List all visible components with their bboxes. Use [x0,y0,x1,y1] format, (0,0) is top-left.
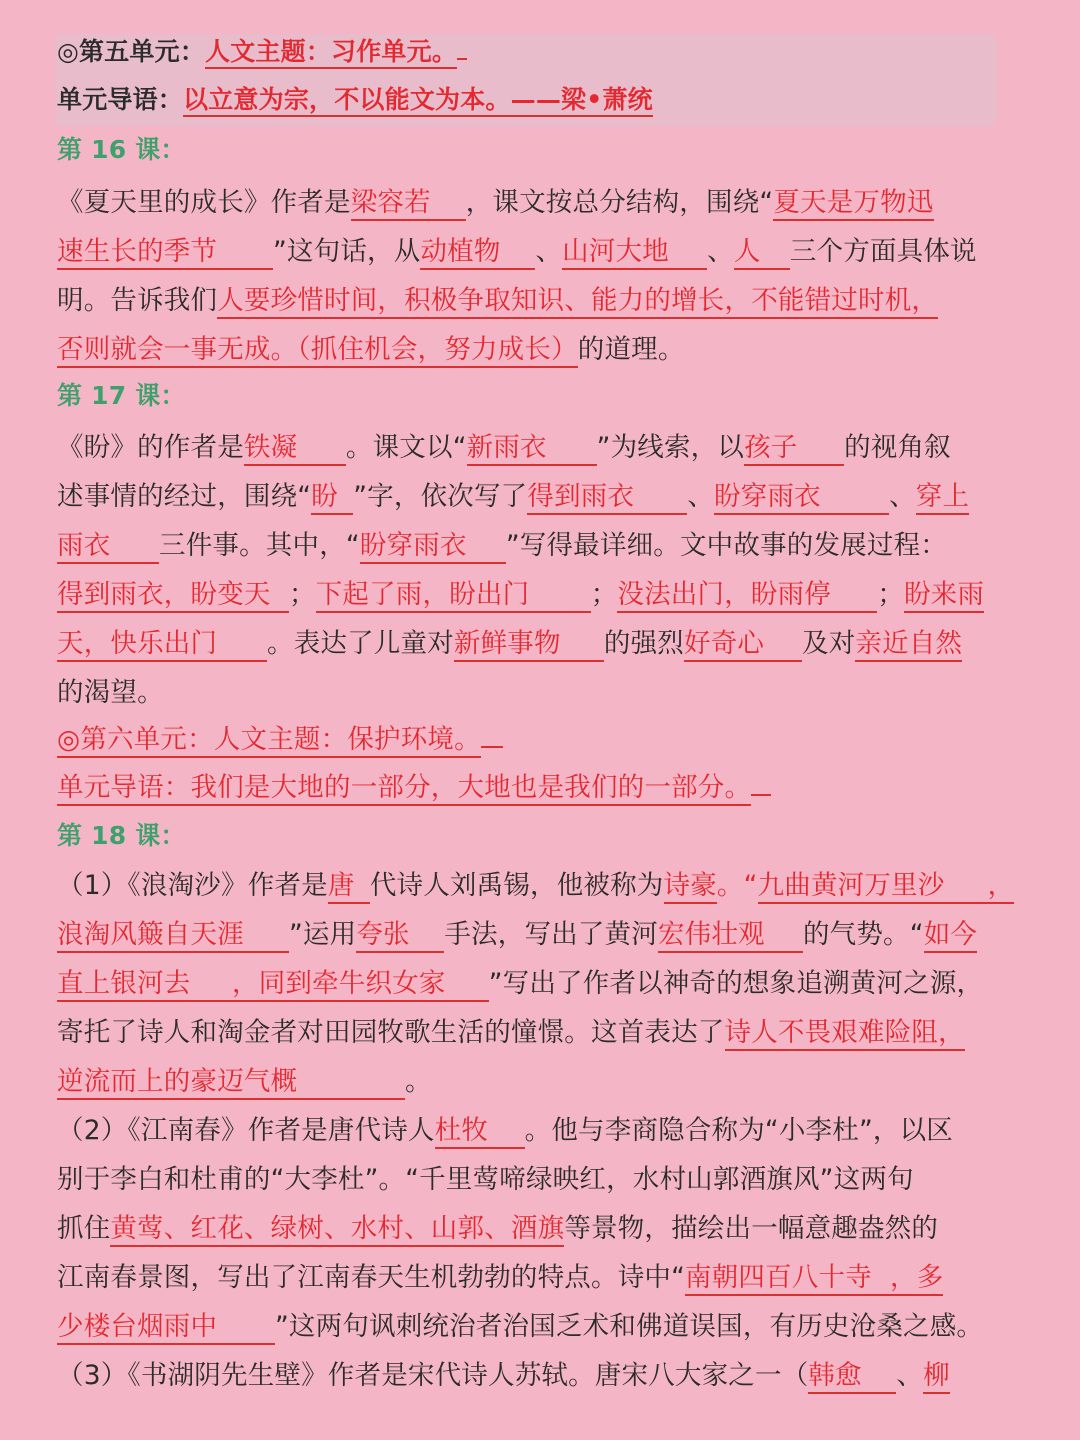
text: ”写出了作者以神奇的想象追溯黄河之源， [488,968,984,999]
lesson17-line5 [57,624,1025,664]
text: 。他与李商隐合称为“小李杜”，以区 [524,1115,953,1146]
text: 明。告诉我们 [57,285,218,316]
unit5-guide [57,80,1025,120]
text: 《夏天里的成长》作者是 [57,187,351,218]
text: 、 [687,481,715,512]
text: （2）《江南春》作者是唐代诗人 [57,1115,435,1146]
answer-nature: 亲近自然 [855,628,962,662]
lesson18-p2-line4 [57,1258,1025,1298]
answer-event3: 穿上 [916,481,969,515]
answer-aspect2: 山河大地 [562,236,707,270]
lesson17-line4 [57,575,1025,615]
unit5-title-prefix: ◎第五单元： [57,37,206,66]
unit5-guide-value: 以立意为宗，不以能文为本。——梁•萧统 [183,85,653,117]
answer-verse3: 南朝四百八十寺 [685,1262,890,1296]
answer-spirit: 诗人不畏艰难险阻， [725,1017,965,1051]
answer-quote: 夏天是万物迅 [773,187,933,221]
text: 。课文以“ [345,432,467,463]
answer-step4: 盼来雨 [904,579,984,613]
lesson18-p1-line4 [57,1013,1025,1053]
answer-step2: 下起了雨，盼出门 [316,579,591,613]
text: ，课文按总分结构，围绕“ [465,187,774,218]
blank [457,58,467,60]
text: （3）《书湖阴先生壁》作者是宋代诗人苏轼。唐宋八大家之一（ [57,1360,809,1391]
answer-event2: 盼穿雨衣 [714,481,889,515]
answer-verse2-comma: ， [232,968,259,1002]
text: ； [590,579,618,610]
lesson16-line2 [57,232,1025,272]
text: 的道理。 [577,334,685,365]
unit6-guide [57,768,1025,808]
answer-view: 孩子 [744,432,844,466]
text: ”这句话，从 [273,236,421,267]
lesson18-heading: 第 18 课： [57,821,186,850]
unit5-title-value: 人文主题：习作单元。 [205,37,457,69]
answer-verse2: 如今 [924,919,977,953]
lesson16-heading: 第 16 课： [57,135,186,164]
unit6-title [57,720,1025,760]
answer-lesson-cont: 否则就会一事无成。（抓住机会，努力成长） [57,334,578,368]
text: 手法，写出了黄河 [444,919,658,950]
lesson16-line3 [57,281,1025,321]
text: 代诗人刘禹锡，他被称为 [369,870,664,901]
answer-momentum: 宏伟壮观 [658,919,803,953]
blank [751,794,771,796]
answer-quote-cont: 速生长的季节 [57,236,273,270]
answer-step4-cont: 天，快乐出门 [57,628,267,662]
text: 等景物，描绘出一幅意趣盎然的 [564,1213,939,1244]
answer-verse3-cont: 少楼台烟雨中 [57,1311,275,1345]
answer-author: 铁凝 [244,432,346,466]
text: 的气势。“ [802,919,924,950]
answer-aspect1: 动植物 [420,236,535,270]
text: 《盼》的作者是 [57,432,244,463]
text: ”写得最详细。文中故事的发展过程： [505,530,947,561]
text: 三个方面具体说 [789,236,977,267]
answer-verse2-cont: 直上银河去 [57,968,232,1002]
answer-verse3-comma: ， [890,1262,917,1296]
lesson17-line2 [57,477,1025,517]
text: 述事情的经过，围绕“ [57,481,312,512]
answer-aspect3: 人 [734,236,790,270]
answer-lesson: 人要珍惜时间，积极争取知识、能力的增长，不能错过时机， [217,285,938,319]
lesson18-p2-line5 [57,1307,1025,1347]
answer-verse2-end: 同到牵牛织女家 [259,968,489,1002]
text: 的视角叙 [844,432,951,463]
text: （1）《浪淘沙》作者是 [57,870,328,901]
answer-master1: 韩愈 [808,1360,896,1394]
lesson18-p2-line3 [57,1209,1025,1249]
text: ”字，依次写了 [353,481,528,512]
answer-step3: 没法出门，盼雨停 [617,579,877,613]
blank [481,746,503,748]
answer-author: 梁容若 [351,187,466,221]
lesson18-p1-line5 [57,1062,1025,1102]
text: ”为线索，以 [596,432,745,463]
answer-curiosity: 好奇心 [684,628,802,662]
text: 、 [889,481,916,512]
lesson16-line4 [57,330,1025,370]
answer-spirit-cont: 逆流而上的豪迈气概 [57,1066,405,1100]
text: 江南春景图，写出了江南春天生机勃勃的特点。诗中“ [57,1262,686,1293]
lesson18-p1-line2 [57,915,1025,955]
text: 、 [535,236,563,267]
answer-word: 盼 [311,481,353,515]
lesson18-p1-line3 [57,964,1025,1004]
answer-scenery: 黄莺、红花、绿树、水村、山郭、酒旗 [110,1213,564,1247]
unit5-title [57,32,1025,72]
text: 。 [405,1066,432,1097]
answer-event1: 得到雨衣 [527,481,687,515]
answer-step1: 得到雨衣，盼变天 [57,579,289,613]
text: 寄托了诗人和淘金者对田园牧歌生活的憧憬。这首表达了 [57,1017,725,1048]
text: 、 [707,236,734,267]
lesson17-line3 [57,526,1025,566]
lesson16-line1 [57,183,1025,223]
text: 。“ [716,870,758,901]
text: ”运用 [289,919,357,950]
text: 三件事。其中，“ [159,530,360,561]
lesson17-line6: 的渴望。 [57,677,164,708]
text: ； [289,579,316,610]
unit6-title-text: ◎第六单元：人文主题：保护环境。 [57,724,481,758]
lesson18-p3-line1 [57,1356,1025,1396]
unit6-guide-text: 单元导语：我们是大地的一部分，大地也是我们的一部分。 [57,772,751,806]
unit5-guide-prefix: 单元导语： [57,85,184,114]
answer-verse1: 九曲黄河万里沙 [758,870,988,904]
answer-verse3-b: 多 [917,1262,944,1296]
lesson17-line1 [57,428,1025,468]
answer-event3-cont: 雨衣 [57,530,159,564]
text: 抓住 [57,1213,111,1244]
answer-poet: 杜牧 [435,1115,525,1149]
text: ”这两句讽刺统治者治国乏术和佛道误国，有历史沧桑之感。 [275,1311,984,1342]
answer-master2: 柳 [923,1360,950,1394]
answer-verse1-comma: ， [988,870,1015,904]
text: 、 [896,1360,924,1391]
text: 。表达了儿童对 [267,628,454,659]
text: ； [877,579,905,610]
lesson18-p1-line1 [57,866,1025,906]
answer-technique: 夸张 [356,919,444,953]
answer-verse1-cont: 浪淘风簸自天涯 [57,919,289,953]
answer-dynasty: 唐 [328,870,370,904]
lesson18-p2-line1 [57,1111,1025,1151]
text: 的强烈 [603,628,685,659]
answer-detail: 盼穿雨衣 [360,530,506,564]
lesson18-p2-line2: 别于李白和杜甫的“大李杜”。“千里莺啼绿映红，水村山郭酒旗风”这两句 [57,1164,914,1195]
answer-thing: 新鲜事物 [454,628,604,662]
answer-title: 诗豪 [664,870,717,904]
lesson17-heading: 第 17 课： [57,381,186,410]
answer-clue: 新雨衣 [467,432,597,466]
text: 及对 [802,628,856,659]
